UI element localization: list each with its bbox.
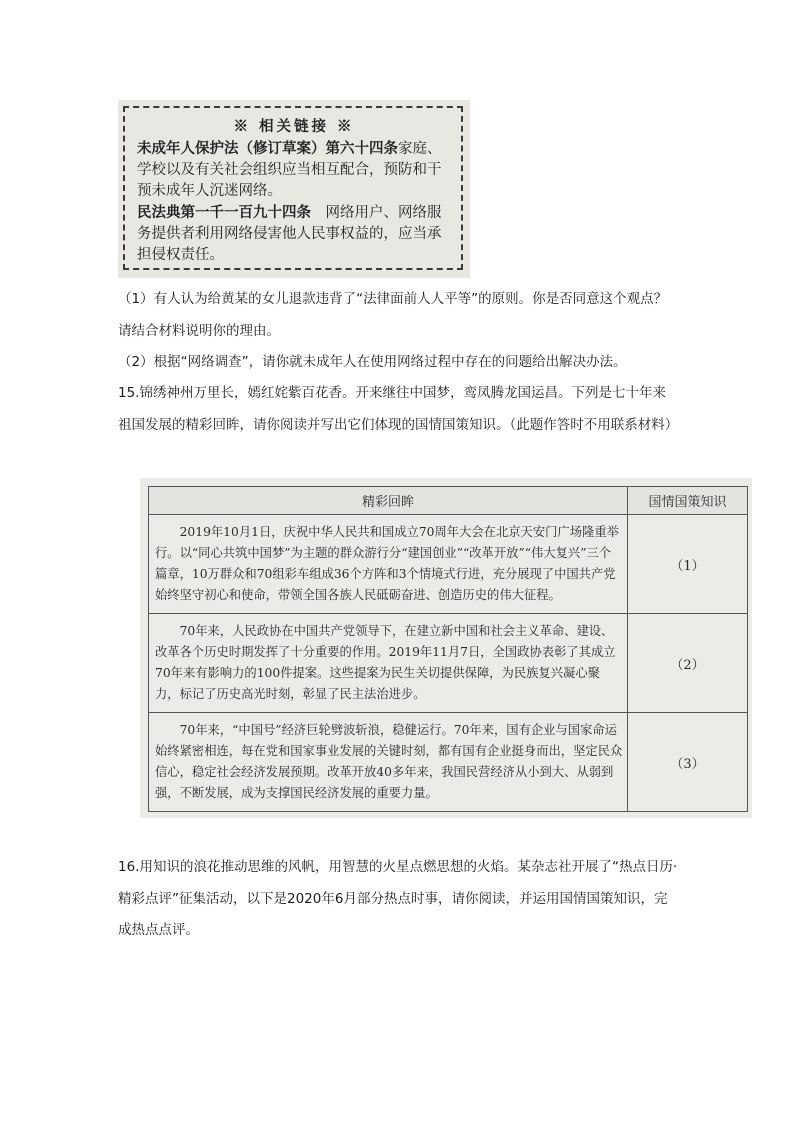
table-row [149,614,748,713]
review-table-image [140,478,752,818]
question-15: 15.锦绣神州万里长，嫣红姹紫百花香。开来继往中国梦，鸾凤腾龙国运昌。下列是七十年来祖国发展的精彩回眸，请你阅读并写出它们体现的国情国策知识。（此题作答时不用联系材料） [118,385,679,433]
law-article-heading: 民法典第一千一百九十四条 [137,204,311,221]
table-row [149,713,748,812]
question-1: （1）有人认为给黄某的女儿退款违背了“法律面前人人平等”的原则。你是否同意这个观点？请结合材料说明你的理由。 [118,291,668,339]
table-row [149,515,748,614]
header-highlights: 精彩回眸 [149,487,628,515]
law-article-civil-code [137,202,451,266]
question-2: （2）根据“网络调查”，请你就未成年人在使用网络过程中存在的问题给出解决办法。 [118,354,627,370]
table-cell-text: 2019年10月1日，庆祝中华人民共和国成立70周年大会在北京天安门广场隆重举行。以“同心共筑中国梦”为主题的群众游行分“建国创业”“改革开放”“伟大复兴”三个篇章，10万群众和70组彩车组成36个方阵和3个情境式行进，充分展现了中国共产党始终坚守初心和使命，带领全国各族人民砥砺奋进、创造历史的伟大征程。 [149,515,628,614]
table-cell-answer: （1） [628,515,748,614]
question-16: 16.用知识的浪花推动思维的风帆，用智慧的火星点燃思想的火焰。某杂志社开展了“热点日历·精彩点评”征集活动，以下是2020年6月部分热点时事，请你阅读，并运用国情国策知识，完成热点点评。 [118,859,678,938]
table-cell-text: 70年来，人民政协在中国共产党领导下，在建立新中国和社会主义革命、建设、改革各个历史时期发挥了十分重要的作用。2019年11月7日，全国政协表彰了其成立70年来有影响力的100件提案。这些提案为民生关切提供保障，为民族复兴凝心聚力，标记了历史高光时刻，彰显了民主法治进步。 [149,614,628,713]
law-article-text: 网络用户、网络服务提供者利用网络侵害他人民事权益的，应当承担侵权责任。 [137,205,442,263]
table-header-row [149,487,748,515]
law-article-minor-protection [137,138,451,202]
table-cell-answer: （3） [628,713,748,812]
related-link-image [118,100,470,278]
table-cell-text: 70年来，“中国号”经济巨轮劈波斩浪，稳健运行。70年来，国有企业与国家命运始终紧密相连，每在党和国家事业发展的关键时刻，都有国有企业挺身而出，坚定民众信心，稳定社会经济发展预期。改革开放40多年来，我国民营经济从小到大、从弱到强，不断发展，成为支撑国民经济发展的重要力量。 [149,713,628,812]
law-article-heading: 未成年人保护法（修订草案）第六十四条 [137,140,398,157]
law-article-text: 家庭、学校以及有关社会组织应当相互配合，预防和干预未成年人沉迷网络。 [137,141,442,199]
review-table [148,486,748,812]
related-link-title: ※ 相关链接 ※ [233,118,355,135]
table-cell-answer: （2） [628,614,748,713]
related-link-box [123,106,463,270]
header-knowledge: 国情国策知识 [628,487,748,515]
